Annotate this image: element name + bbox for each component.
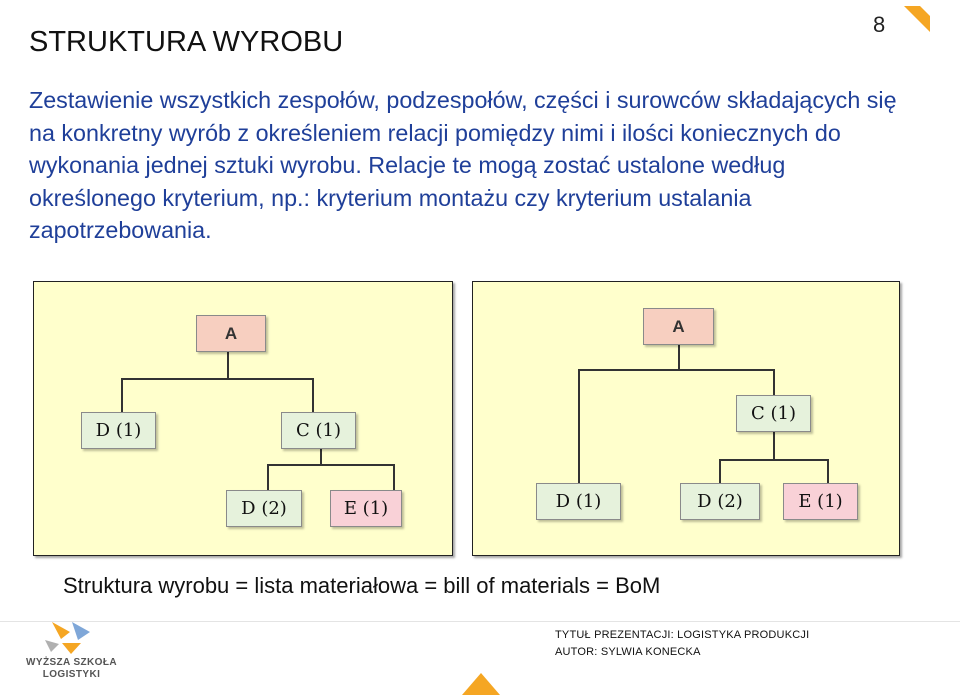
node-c1: C (1) (736, 395, 811, 432)
connector-line (578, 369, 775, 371)
bom-definition: Struktura wyrobu = lista materiałowa = bill of materials = BoM (63, 573, 661, 598)
connector-line (827, 459, 829, 483)
connector-line (393, 464, 395, 490)
connector-line (312, 378, 314, 412)
node-e1: E (1) (783, 483, 858, 520)
slide-title: STRUKTURA WYROBU (29, 26, 344, 58)
school-logo-text: WYŻSZA SZKOŁA LOGISTYKI (26, 657, 117, 680)
connector-line (578, 369, 580, 483)
node-e1: E (1) (330, 490, 402, 527)
connector-line (267, 464, 269, 490)
connector-line (773, 431, 775, 459)
connector-line (719, 459, 721, 483)
node-d1: D (1) (81, 412, 156, 449)
connector-line (121, 378, 314, 380)
footer-presentation-title: TYTUŁ PREZENTACJI: LOGISTYKA PRODUKCJI (555, 629, 810, 641)
connector-line (719, 459, 829, 461)
right-structure-diagram (472, 281, 900, 556)
node-d2: D (2) (680, 483, 760, 520)
page-number: 8 (873, 12, 886, 37)
footer-author: AUTOR: SYLWIA KONECKA (555, 646, 701, 658)
node-d2: D (2) (226, 490, 302, 527)
node-c1: C (1) (281, 412, 356, 449)
node-root-a: A (196, 315, 266, 352)
connector-line (320, 447, 322, 465)
connector-line (773, 369, 775, 395)
connector-line (121, 378, 123, 412)
node-root-a: A (643, 308, 714, 345)
connector-line (267, 464, 395, 466)
left-structure-diagram (33, 281, 453, 556)
bottom-decoration-triangle (462, 673, 500, 695)
corner-decoration-triangle (904, 6, 930, 32)
connector-line (227, 352, 229, 378)
connector-line (678, 345, 680, 369)
intro-paragraph: Zestawienie wszystkich zespołów, podzespołów, części i surowców składających się na konkretny wyrób z określeniem relacji pomiędzy nimi i ilości koniecznych do wykonania jednej sztuki wyrobu. Relacje te mogą zostać ustalone według określonego kryterium, np.: kryterium montażu czy kryterium ustalania zapotrzebowania. (29, 87, 897, 243)
node-d1: D (1) (536, 483, 621, 520)
